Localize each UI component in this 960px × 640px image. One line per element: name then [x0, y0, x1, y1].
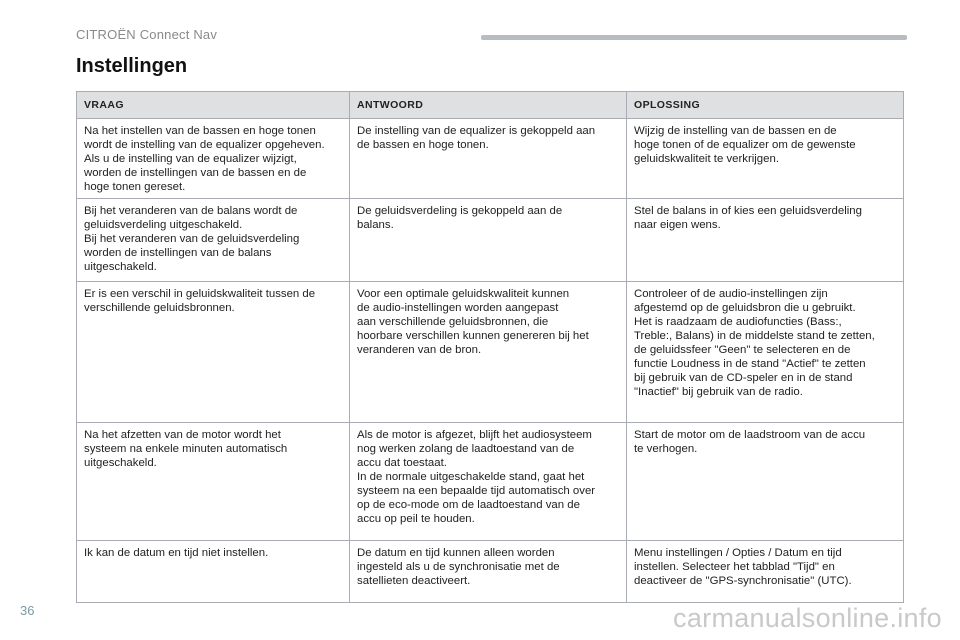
- question-cell: Ik kan de datum en tijd niet instellen.: [77, 541, 350, 603]
- question-cell: Er is een verschil in geluidskwaliteit tussen de verschillende geluidsbronnen.: [77, 282, 350, 423]
- solution-cell: Start de motor om de laadstroom van de accu te verhogen.: [627, 423, 904, 541]
- answer-cell: Voor een optimale geluidskwaliteit kunnen de audio-instellingen worden aangepast aan verschillende geluidsbronnen, die hoorbare verschillen kunnen genereren bij het veranderen van de bron.: [350, 282, 627, 423]
- brand-header: CITROËN Connect Nav: [76, 27, 218, 42]
- watermark: carmanualsonline.info: [673, 603, 942, 633]
- solution-cell: Menu instellingen / Opties / Datum en tijd instellen. Selecteer het tabblad "Tijd" en deactiveer de "GPS-synchronisatie" (UTC).: [627, 541, 904, 603]
- page-title: Instellingen: [76, 55, 188, 77]
- table-header-row: [77, 92, 904, 119]
- table-row: [77, 119, 904, 199]
- solution-cell: Controleer of de audio-instellingen zijn afgestemd op de geluidsbron die u gebruikt. Het is raadzaam de audiofuncties (Bass:, Treble:, Balans) in de middelste stand te zetten, de geluidssfeer "Geen" te selecteren en de functie Loudness in de stand "Actief" te zetten bij gebruik van de CD-speler en in de stand "Inactief" bij gebruik van de radio.: [627, 282, 904, 423]
- header-solution: OPLOSSING: [627, 92, 904, 119]
- header-answer: ANTWOORD: [350, 92, 627, 119]
- solution-cell: Wijzig de instelling van de bassen en de hoge tonen of de equalizer om de gewenste geluidskwaliteit te verkrijgen.: [627, 119, 904, 199]
- answer-cell: De datum en tijd kunnen alleen worden ingesteld als u de synchronisatie met de satellieten deactiveert.: [350, 541, 627, 603]
- table-row: [77, 199, 904, 282]
- answer-cell: Als de motor is afgezet, blijft het audiosysteem nog werken zolang de laadtoestand van de accu dat toestaat. In de normale uitgeschakelde stand, gaat het systeem na een bepaalde tijd automatisch over op de eco-mode om de laadtoestand van de accu op peil te houden.: [350, 423, 627, 541]
- troubleshooting-table: [76, 91, 904, 603]
- question-cell: Na het instellen van de bassen en hoge tonen wordt de instelling van de equalizer opgeheven. Als u de instelling van de equalizer wijzigt, worden de instellingen van de bassen en de hoge tonen gereset.: [77, 119, 350, 199]
- solution-cell: Stel de balans in of kies een geluidsverdeling naar eigen wens.: [627, 199, 904, 282]
- question-cell: Bij het veranderen van de balans wordt de geluidsverdeling uitgeschakeld. Bij het veranderen van de geluidsverdeling worden de instellingen van de balans uitgeschakeld.: [77, 199, 350, 282]
- table-row: [77, 541, 904, 603]
- answer-cell: De instelling van de equalizer is gekoppeld aan de bassen en hoge tonen.: [350, 119, 627, 199]
- table-row: [77, 423, 904, 541]
- page-number: 36: [20, 603, 35, 618]
- header-question: VRAAG: [77, 92, 350, 119]
- table-row: [77, 282, 904, 423]
- answer-cell: De geluidsverdeling is gekoppeld aan de balans.: [350, 199, 627, 282]
- question-cell: Na het afzetten van de motor wordt het systeem na enkele minuten automatisch uitgeschakeld.: [77, 423, 350, 541]
- header-rule: [481, 35, 907, 40]
